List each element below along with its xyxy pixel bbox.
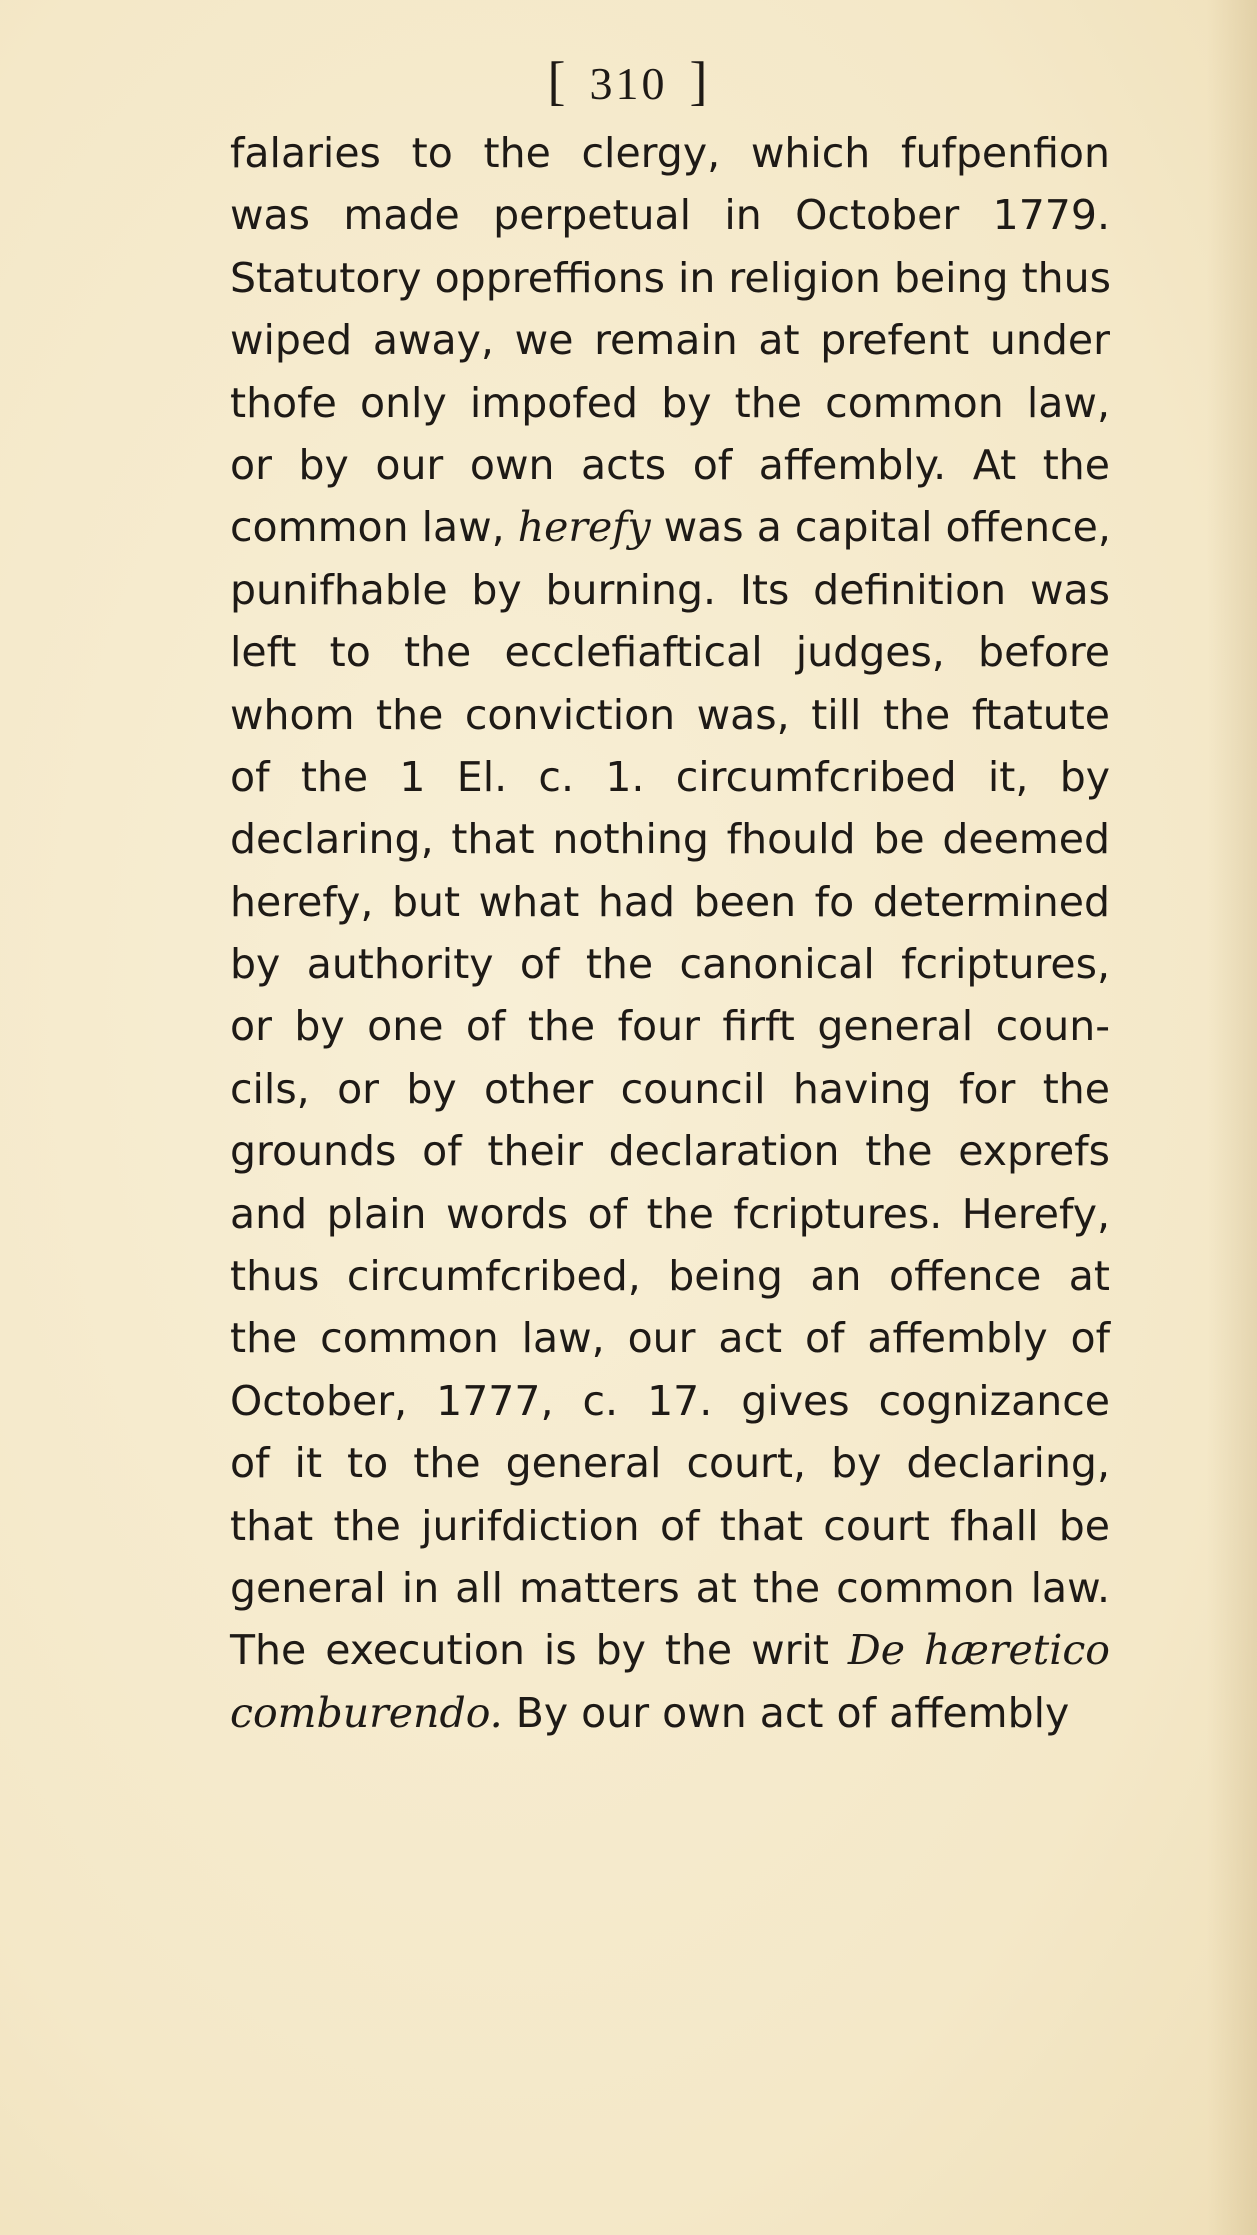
text-line: by authority of the canonical fcriptures, [230,940,1110,989]
text-line: The execution is by the writ De hæretico [230,1626,1110,1675]
text-line: common law, herefy was a capital offence, [230,503,1111,552]
text-line: thus circumfcribed, being an offence at [230,1252,1110,1301]
text-line: of it to the general court, by declaring, [230,1439,1110,1488]
text-line: falaries to the clergy, which fufpenfion [230,129,1110,177]
header-open-bracket: [ [547,51,568,111]
text-line: that the jurifdiction of that court fhall be [230,1501,1110,1550]
page-number: 310 [589,58,668,109]
text-line: thofe only impofed by the common law, [230,378,1110,427]
header-close-bracket: ] [689,51,710,111]
text-line: punifhable by burning. Its definition was [230,565,1110,614]
italic-term: herefy [517,503,651,552]
body-text [230,122,1110,1744]
text-line: herefy, but what had been fo determined [230,877,1110,926]
page-header [0,50,1257,112]
text-line: of the 1 El. c. 1. circumfcribed it, by [230,752,1110,801]
text-line: general in all matters at the common law. [230,1563,1110,1612]
text-line: wiped away, we remain at prefent under [230,316,1110,365]
text-line: comburendo. By our own act of affembly [230,1688,1070,1737]
text-line: the common law, our act of affembly of [230,1314,1110,1363]
text-line: declaring, that nothing fhould be deemed [230,815,1110,864]
text-line: October, 1777, c. 17. gives cognizance [230,1376,1110,1425]
text-line: was made perpetual in October 1779. [230,191,1110,240]
text-line: left to the ecclefiaftical judges, before [230,628,1110,677]
text-line: cils, or by other council having for the [230,1064,1110,1113]
text-line: or by one of the four firft general coun- [230,1002,1110,1051]
text-line: or by our own acts of affembly. At the [230,440,1110,489]
text-line: grounds of their declaration the exprefs [230,1127,1110,1176]
text-line: whom the conviction was, till the ftatute [230,690,1110,739]
italic-term: comburendo. [230,1688,503,1737]
text-line: Statutory oppreffions in religion being thus [230,253,1111,302]
text-line: and plain words of the fcriptures. Herefy, [230,1189,1110,1238]
italic-term: De hæretico [847,1626,1110,1675]
